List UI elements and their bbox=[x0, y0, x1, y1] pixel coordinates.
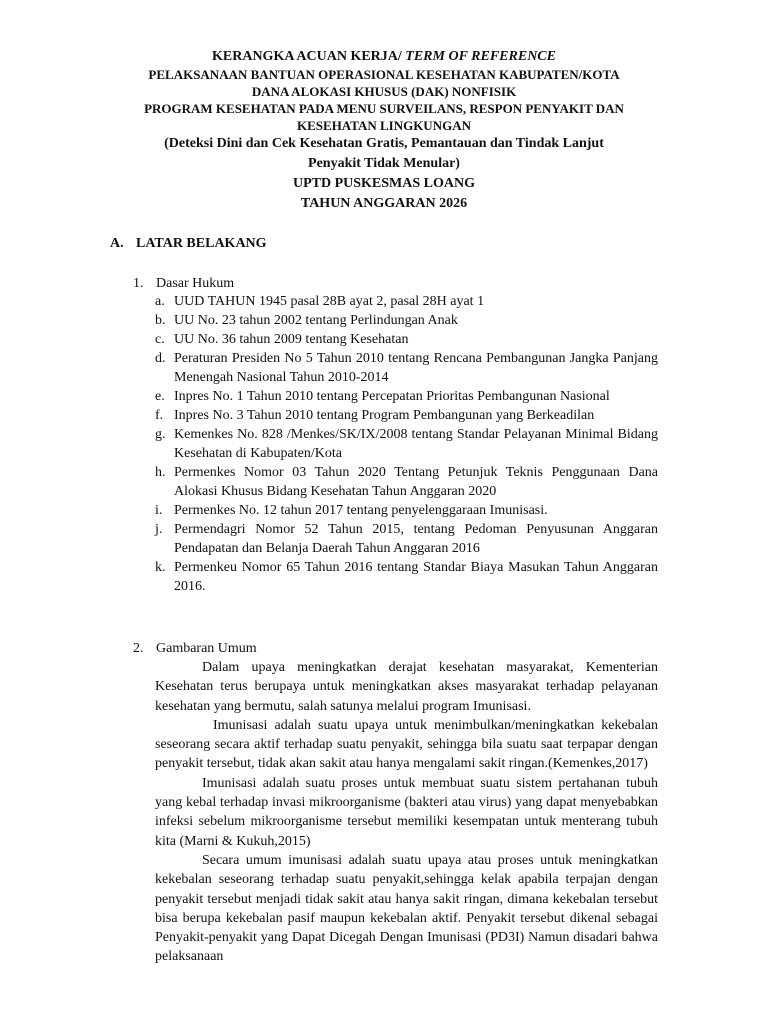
list-item bbox=[155, 501, 658, 520]
title-line-2: PELAKSANAAN BANTUAN OPERASIONAL KESEHATAN KABUPATEN/KOTA bbox=[148, 67, 620, 82]
list-item-letter: i. bbox=[155, 503, 163, 518]
dasar-hukum-list bbox=[155, 292, 658, 596]
list-item-letter: j. bbox=[155, 522, 163, 537]
list-item bbox=[155, 463, 658, 501]
list-item bbox=[155, 330, 658, 349]
list-item-text: Permenkes Nomor 03 Tahun 2020 Tentang Petunjuk Teknis Penggunaan Dana Alokasi Khusus Bidang Kesehatan Tahun Anggaran 2020 bbox=[174, 465, 658, 499]
list-item bbox=[155, 349, 658, 387]
list-item-text: Peraturan Presiden No 5 Tahun 2010 tentang Rencana Pembangunan Jangka Panjang Menengah Nasional Tahun 2010-2014 bbox=[174, 351, 658, 385]
body-paragraph: Dalam upaya meningkatkan derajat kesehatan masyarakat, Kementerian Kesehatan terus berupaya untuk meningkatkan akses masyarakat terhadap pelayanan kesehatan yang bermutu, salah satunya melalui program Imunisasi. bbox=[155, 660, 658, 714]
title-line-5: KESEHATAN LINGKUNGAN bbox=[297, 118, 471, 133]
list-item bbox=[155, 406, 658, 425]
list-item-letter: e. bbox=[155, 389, 165, 404]
list-item-text: UU No. 23 tahun 2002 tentang Perlindungan Anak bbox=[174, 313, 458, 328]
title-line-7: Penyakit Tidak Menular) bbox=[308, 156, 460, 171]
title-line-8: UPTD PUSKESMAS LOANG bbox=[292, 176, 476, 191]
title-line-6: (Deteksi Dini dan Cek Kesehatan Gratis, Pemantauan dan Tindak Lanjut bbox=[164, 136, 604, 151]
dasar-hukum-heading bbox=[133, 274, 234, 293]
section-a-title: LATAR BELAKANG bbox=[136, 236, 267, 251]
gambaran-umum-title: Gambaran Umum bbox=[156, 641, 257, 656]
list-item-letter: h. bbox=[155, 465, 166, 480]
list-item-text: Permenkeu Nomor 65 Tahun 2016 tentang Standar Biaya Masukan Tahun Anggaran 2016. bbox=[174, 560, 658, 594]
list-item-letter: b. bbox=[155, 313, 166, 328]
title-tor-italic: TERM OF REFERENCE bbox=[405, 49, 556, 64]
list-item bbox=[155, 292, 658, 311]
list-item bbox=[155, 387, 658, 406]
title-line-9: TAHUN ANGGARAN 2026 bbox=[300, 196, 468, 211]
gambaran-umum-body bbox=[155, 658, 658, 967]
list-item-letter: g. bbox=[155, 427, 166, 442]
list-item-letter: k. bbox=[155, 560, 166, 575]
title-line-1 bbox=[100, 47, 668, 66]
list-item-letter: c. bbox=[155, 332, 165, 347]
gambaran-umum-heading bbox=[133, 639, 257, 658]
gambaran-umum-number: 2. bbox=[133, 641, 144, 656]
dasar-hukum-number: 1. bbox=[133, 276, 144, 291]
list-item bbox=[155, 558, 658, 596]
list-item bbox=[155, 311, 658, 330]
document-title-block bbox=[100, 47, 668, 214]
dasar-hukum-title: Dasar Hukum bbox=[156, 276, 235, 291]
title-line-3: DANA ALOKASI KHUSUS (DAK) NONFISIK bbox=[251, 84, 517, 99]
list-item-text: UUD TAHUN 1945 pasal 28B ayat 2, pasal 28H ayat 1 bbox=[174, 294, 485, 309]
section-a-letter: A. bbox=[110, 236, 124, 251]
list-item-text: Kemenkes No. 828 /Menkes/SK/IX/2008 tentang Standar Pelayanan Minimal Bidang Kesehatan di Kabupaten/Kota bbox=[174, 427, 658, 461]
list-item-letter: d. bbox=[155, 351, 166, 366]
section-a-heading bbox=[110, 235, 267, 253]
list-item-letter: f. bbox=[155, 408, 164, 423]
title-kak-text: KERANGKA ACUAN KERJA/ bbox=[212, 49, 406, 64]
list-item-text: Inpres No. 1 Tahun 2010 tentang Percepatan Prioritas Pembangunan Nasional bbox=[174, 389, 610, 404]
list-item-text: Permenkes No. 12 tahun 2017 tentang penyelenggaraan Imunisasi. bbox=[174, 503, 548, 518]
title-line-4: PROGRAM KESEHATAN PADA MENU SURVEILANS, RESPON PENYAKIT DAN bbox=[144, 101, 624, 116]
list-item bbox=[155, 425, 658, 463]
body-paragraph: Secara umum imunisasi adalah suatu upaya atau proses untuk meningkatkan kekebalan seseorang terhadap suatu penyakit,sehingga kelak apabila terpajan dengan penyakit tersebut menjadi tidak sakit atau hanya sakit ringan, dimana kekebalan tersebut bisa berupa kekebalan pasif maupun kekebalan aktif. Penyakit tersebut dikenal sebagai Penyakit-penyakit yang Dapat Dicegah Dengan Imunisasi (PD3I) Namun disadari bahwa pelaksanaan bbox=[155, 852, 658, 965]
list-item bbox=[155, 520, 658, 558]
list-item-text: UU No. 36 tahun 2009 tentang Kesehatan bbox=[174, 332, 409, 347]
body-paragraph: Imunisasi adalah suatu upaya untuk menimbulkan/meningkatkan kekebalan seseorang secara aktif terhadap suatu penyakit, sehingga bila suatu saat terpapar dengan penyakit tersebut, tidak akan sakit atau hanya mengalami sakit ringan.(Kemenkes,2017) bbox=[155, 717, 658, 772]
body-paragraph: Imunisasi adalah suatu proses untuk membuat suatu sistem pertahanan tubuh yang kebal terhadap invasi mikroorganisme (bakteri atau virus) yang dapat menyebabkan infeksi sebelum mikroorganisme tersebut memiliki kesempatan untuk menterang tubuh kita (Marni & Kukuh,2015) bbox=[155, 775, 658, 849]
list-item-letter: a. bbox=[155, 294, 165, 309]
list-item-text: Permendagri Nomor 52 Tahun 2015, tentang Pedoman Penyusunan Anggaran Pendapatan dan Belanja Daerah Tahun Anggaran 2016 bbox=[174, 522, 658, 556]
list-item-text: Inpres No. 3 Tahun 2010 tentang Program Pembangunan yang Berkeadilan bbox=[174, 408, 595, 423]
